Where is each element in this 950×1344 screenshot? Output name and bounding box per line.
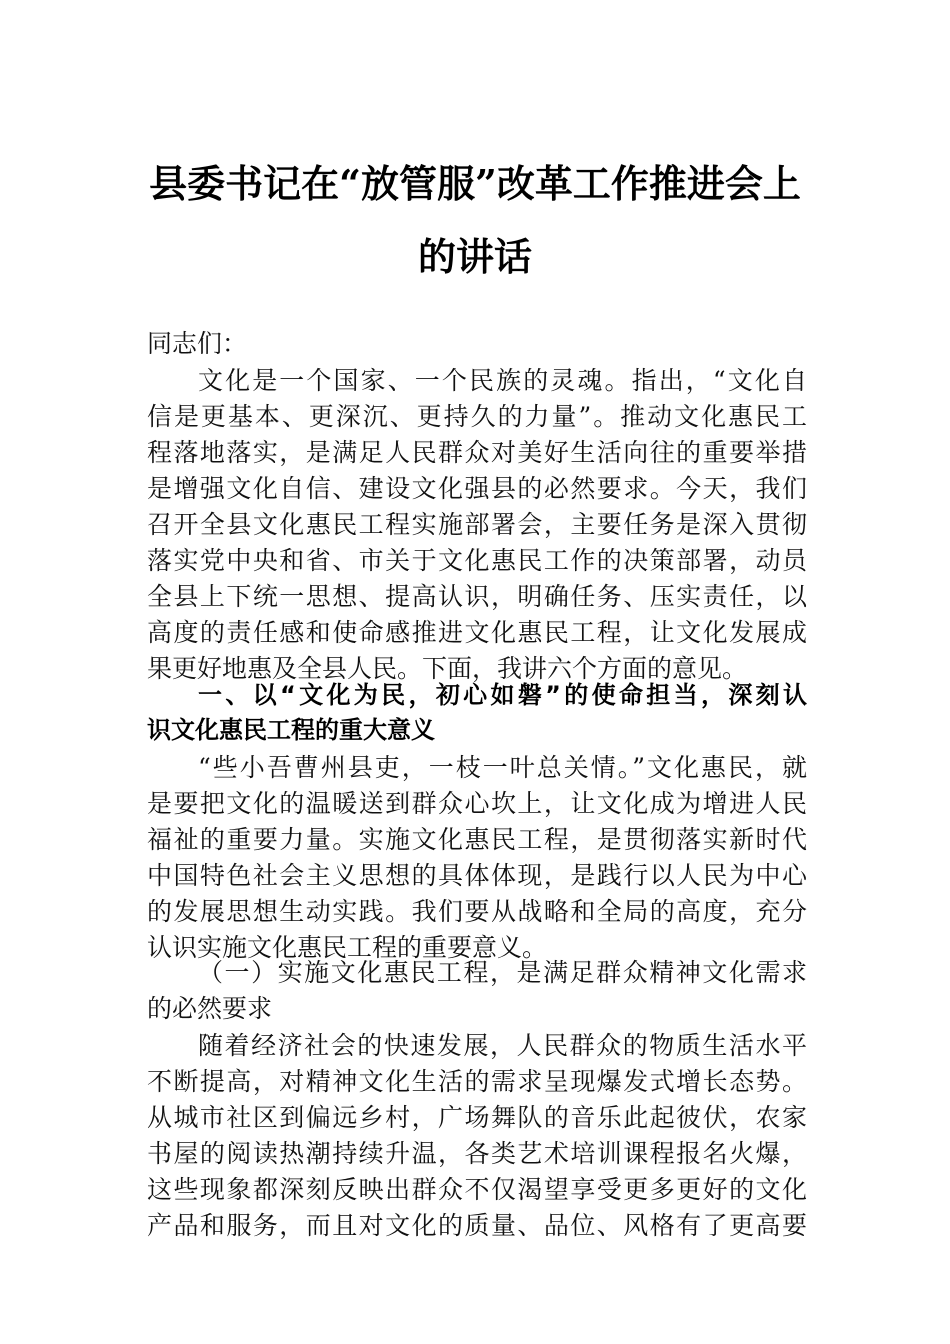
subsection-heading-line: 的必然要求: [147, 994, 273, 1023]
paragraph-line: 落实党中央和省、市关于文化惠民工作的决策部署，动员: [147, 546, 807, 575]
paragraph-line: 程落地落实，是满足人民群众对美好生活向往的重要举措: [147, 438, 807, 467]
salutation: 同志们：: [147, 329, 248, 358]
subsection-heading-line: （一）实施文化惠民工程，是满足群众精神文化需求: [198, 958, 807, 987]
paragraph-line: 信是更基本、更深沉、更持久的力量”。推动文化惠民工: [147, 402, 807, 431]
paragraph-line: “些小吾曹州县吏，一枝一叶总关情。”文化惠民，就: [198, 753, 807, 782]
paragraph-line: 的发展思想生动实践。我们要从战略和全局的高度，充分: [147, 897, 807, 926]
paragraph-line: 书屋的阅读热潮持续升温，各类艺术培训课程报名火爆，: [147, 1139, 807, 1168]
paragraph-line: 产品和服务，而且对文化的质量、品位、风格有了更高要: [147, 1211, 807, 1240]
paragraph-line: 果更好地惠及全县人民。下面，我讲六个方面的意见。: [147, 654, 748, 683]
paragraph-line: 文化是一个国家、一个民族的灵魂。指出，“文化自: [198, 366, 807, 395]
paragraph-line: 全县上下统一思想、提高认识，明确任务、压实责任，以: [147, 582, 807, 611]
paragraph-line: 是增强文化自信、建设文化强县的必然要求。今天，我们: [147, 474, 807, 503]
paragraph-line: 随着经济社会的快速发展，人民群众的物质生活水平: [198, 1031, 807, 1060]
section-heading-line: 一、以“文化为民，初心如磐”的使命担当，深刻认: [198, 681, 807, 709]
paragraph-line: 中国特色社会主义思想的具体体现，是践行以人民为中心: [147, 861, 807, 890]
paragraph-line: 召开全县文化惠民工程实施部署会，主要任务是深入贯彻: [147, 510, 807, 539]
document-title-line-2: 的讲话: [417, 234, 532, 279]
paragraph-line: 是要把文化的温暖送到群众心坎上，让文化成为增进人民: [147, 789, 807, 818]
paragraph-line: 从城市社区到偏远乡村，广场舞队的音乐此起彼伏，农家: [147, 1103, 807, 1132]
document-title-line-1: 县委书记在“放管服”改革工作推进会上: [149, 161, 801, 206]
paragraph-line: 这些现象都深刻反映出群众不仅渴望享受更多更好的文化: [147, 1175, 807, 1204]
paragraph-line: 不断提高，对精神文化生活的需求呈现爆发式增长态势。: [147, 1067, 807, 1096]
paragraph-line: 高度的责任感和使命感推进文化惠民工程，让文化发展成: [147, 618, 807, 647]
section-heading-line: 识文化惠民工程的重大意义: [147, 716, 435, 744]
paragraph-line: 福祉的重要力量。实施文化惠民工程，是贯彻落实新时代: [147, 825, 807, 854]
paragraph-line: 认识实施文化惠民工程的重要意义。: [147, 933, 548, 962]
